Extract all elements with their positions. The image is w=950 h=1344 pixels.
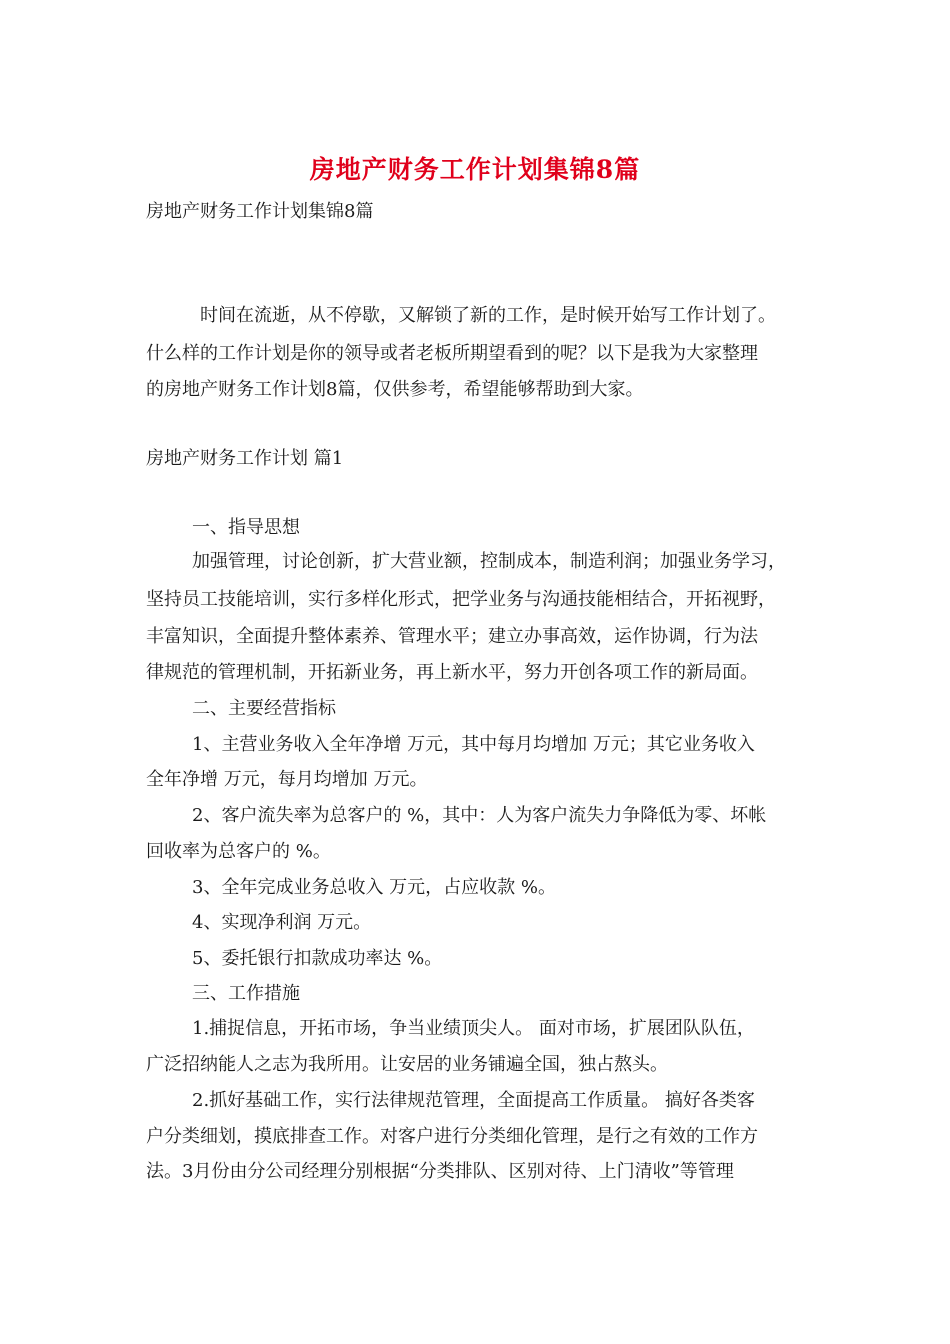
body-line: 回收率为总客户的 %。 [146,841,331,862]
body-line: 1、主营业务收入全年净增 万元，其中每月均增加 万元；其它业务收入 [192,734,755,755]
intro-line: 时间在流逝，从不停歇，又解锁了新的工作，是时候开始写工作计划了。 [200,305,776,326]
body-line: 1.捕捉信息，开拓市场，争当业绩顶尖人。 面对市场，扩展团队队伍， [192,1018,755,1039]
body-line: 5、委托银行扣款成功率达 %。 [192,948,443,969]
intro-line: 什么样的工作计划是你的领导或者老板所期望看到的呢？以下是我为大家整理 [146,343,758,364]
intro-line: 的房地产财务工作计划8篇，仅供参考，希望能够帮助到大家。 [146,379,644,400]
document-title: 房地产财务工作计划集锦8篇 [309,155,641,184]
body-line: 律规范的管理机制，开拓新业务，再上新水平，努力开创各项工作的新局面。 [146,662,758,683]
body-line: 广泛招纳能人之志为我所用。让安居的业务铺遍全国，独占熬头。 [146,1054,668,1075]
section-heading: 房地产财务工作计划 篇1 [146,448,344,469]
body-line: 三、工作措施 [192,983,300,1004]
body-line: 户分类细划，摸底排查工作。对客户进行分类细化管理，是行之有效的工作方 [146,1126,758,1147]
body-line: 坚持员工技能培训，实行多样化形式，把学业务与沟通技能相结合，开拓视野， [146,589,776,610]
body-line: 全年净增 万元，每月均增加 万元。 [146,769,428,790]
body-line: 一、指导思想 [192,517,300,538]
body-line: 4、实现净利润 万元。 [192,912,372,933]
document-subtitle: 房地产财务工作计划集锦8篇 [146,201,374,222]
body-line: 法。3月份由分公司经理分别根据“分类排队、区别对待、上门清收”等管理 [146,1161,734,1182]
body-line: 二、主要经营指标 [192,698,336,719]
body-line: 丰富知识，全面提升整体素养、管理水平；建立办事高效，运作协调，行为法 [146,626,758,647]
body-line: 2.抓好基础工作，实行法律规范管理，全面提高工作质量。 搞好各类客 [192,1090,755,1111]
body-line: 加强管理，讨论创新，扩大营业额，控制成本，制造利润；加强业务学习， [192,551,786,572]
body-line: 3、全年完成业务总收入 万元，占应收款 %。 [192,877,556,898]
body-line: 2、客户流失率为总客户的 %，其中：人为客户流失力争降低为零、坏帐 [192,805,767,826]
